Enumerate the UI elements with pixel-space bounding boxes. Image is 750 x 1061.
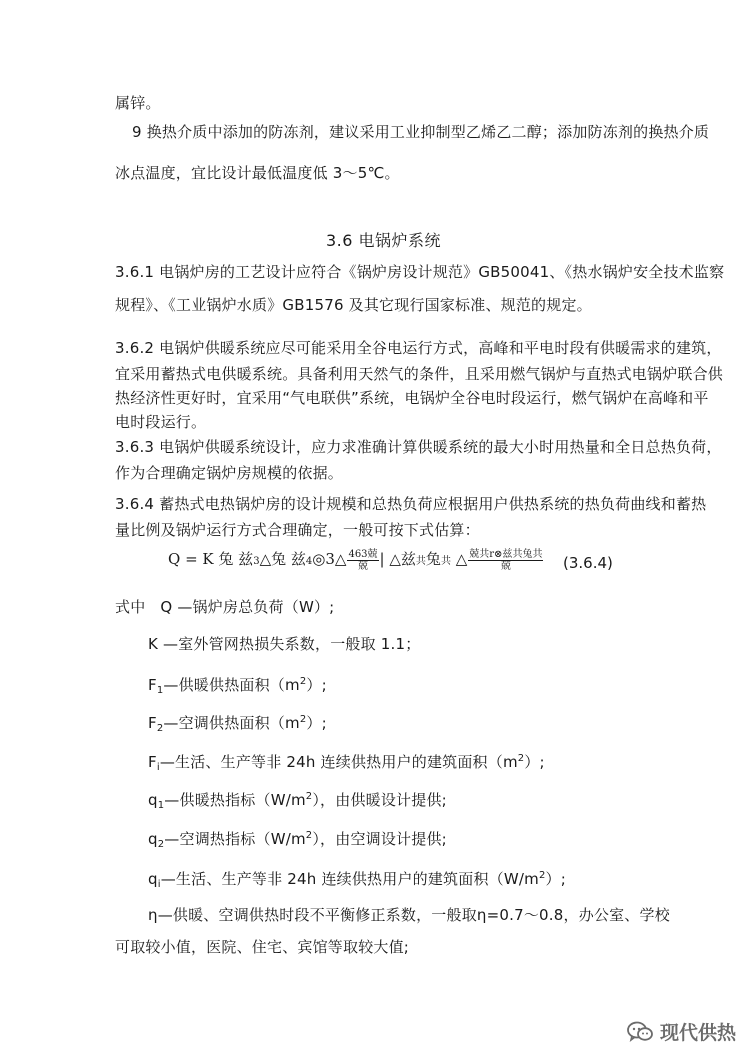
definition-text: ）; — [306, 676, 327, 694]
definition-text: —空调热指标（W/m — [164, 830, 306, 848]
text-line: 3.6.4 蓄热式电热锅炉房的设计规模和总热负荷应根据用户供热系统的热负荷曲线和蓄热 — [115, 495, 707, 513]
definition-text: —生活、生产等非 24h 连续供热用户的建筑面积（W/m — [160, 870, 539, 888]
formula-part: 兢 — [500, 560, 511, 572]
definition-superscript: 2 — [299, 714, 307, 725]
formula-part: 共 — [532, 548, 543, 560]
formula-part: 兢 — [358, 560, 368, 572]
definition-text: —空调供热面积（m — [163, 714, 300, 732]
formula-part: 共 — [415, 556, 426, 567]
text-line: 3.6.1 电锅炉房的工艺设计应符合《锅炉房设计规范》GB50041、《热水锅炉安全技术监察 — [115, 263, 725, 281]
definition-text: —供暖热指标（W/m — [164, 791, 306, 809]
definition-superscript: 2 — [305, 791, 313, 802]
equation-number: (3.6.4) — [563, 554, 613, 572]
definition-text: —供暖供热面积（m — [163, 676, 300, 694]
text-line: 量比例及锅炉运行方式合理确定，一般可按下式估算： — [115, 521, 480, 539]
definition-subscript: i — [156, 762, 160, 773]
definition-text: ）; — [306, 714, 327, 732]
formula-part: 兢共r — [469, 548, 495, 560]
section-heading: 3.6 电锅炉系统 — [326, 231, 442, 250]
text-line: 3.6.2 电锅炉供暖系统应尽可能采用全谷电运行方式，高峰和平电时段有供暖需求的建筑， — [115, 339, 722, 357]
formula-part: ⊗兹 — [494, 548, 513, 560]
definition-text: Q —锅炉房总负荷（W）; — [155, 598, 335, 616]
formula-fraction — [468, 549, 543, 572]
formula-part: 兢 — [367, 548, 378, 560]
definition-text: ）; — [524, 753, 545, 771]
formula-part: ◎3△ — [312, 550, 347, 568]
text-line: 3.6.3 电锅炉供暖系统设计，应力求准确计算供暖系统的最大小时用热量和全日总热负荷， — [115, 438, 722, 456]
text-line: 规程》、《工业锅炉水质》GB1576 及其它现行国家标准、规范的规定。 — [115, 296, 592, 314]
definition-symbol: F — [148, 753, 157, 771]
formula-part: 兹 — [238, 550, 254, 568]
definition-line: η—供暖、空调供热时段不平衡修正系数，一般取η=0.7～0.8，办公室、学校 — [148, 906, 670, 924]
definition-subscript: i — [157, 879, 161, 890]
text-line: 9 换热介质中添加的防冻剂，建议采用工业抑制型乙烯乙二醇；添加防冻剂的换热介质 — [132, 123, 710, 141]
definition-line — [148, 826, 447, 855]
definition-symbol: q — [148, 870, 158, 888]
formula-part: 兹 — [400, 550, 416, 568]
formula-part: △兔 — [259, 550, 287, 568]
definition-line — [148, 787, 447, 816]
definition-line — [115, 597, 334, 617]
text-line: 热经济性更好时，宜采用“气电联供”系统，电锅炉全谷电时段运行，燃气锅炉在高峰和平 — [115, 389, 709, 407]
text-line: 冰点温度，宜比设计最低温度低 3～5℃。 — [115, 164, 400, 182]
definition-subscript: 2 — [156, 723, 164, 734]
definition-subscript: 1 — [156, 685, 164, 696]
formula-part: △ — [455, 550, 468, 568]
definition-line — [148, 672, 327, 701]
definition-line: 可取较小值，医院、住宅、宾馆等取较大值; — [115, 938, 410, 956]
formula-part: 463 — [348, 548, 368, 560]
definition-subscript: 2 — [157, 839, 165, 850]
formula-part: 兹 — [290, 550, 306, 568]
definition-text: ）; — [545, 870, 566, 888]
definition-symbol: F — [148, 676, 157, 694]
definition-superscript: 2 — [517, 753, 525, 764]
definition-intro: 式中 — [115, 598, 146, 616]
formula-part: 3 — [253, 556, 260, 567]
formula-fraction — [347, 549, 378, 572]
formula — [168, 548, 544, 572]
formula-part: 共 — [512, 548, 523, 560]
definition-superscript: 2 — [538, 870, 546, 881]
formula-part: 兔 — [425, 550, 441, 568]
text-line: 电时段运行。 — [115, 413, 207, 431]
definition-line — [148, 866, 566, 895]
text-line: 宜采用蓄热式电供暖系统。具备利用天然气的条件，且采用燃气锅炉与直热式电锅炉联合供 — [115, 365, 724, 383]
definition-subscript: 1 — [157, 800, 165, 811]
definition-line — [148, 749, 545, 778]
text-line: 作为合理确定锅炉房规模的依据。 — [115, 464, 344, 482]
text-line: 属锌。 — [115, 94, 161, 112]
definition-line — [148, 710, 327, 739]
definition-text: ），由供暖设计提供; — [312, 791, 447, 809]
definition-line: K —室外管网热损失系数，一般取 1.1； — [148, 635, 421, 653]
formula-part: | △ — [379, 550, 401, 568]
definition-text: —生活、生产等非 24h 连续供热用户的建筑面积（m — [159, 753, 518, 771]
definition-superscript: 2 — [305, 830, 313, 841]
definition-text: ），由空调设计提供; — [312, 830, 447, 848]
formula-part: 兔 — [522, 548, 533, 560]
definition-symbol: q — [148, 791, 158, 809]
formula-part: Q = K 兔 — [168, 550, 234, 568]
watermark — [626, 1018, 736, 1045]
formula-part: 4 — [305, 556, 313, 567]
definition-superscript: 2 — [299, 676, 307, 687]
definition-symbol: F — [148, 714, 157, 732]
wechat-icon — [626, 1020, 654, 1044]
definition-symbol: q — [148, 830, 158, 848]
watermark-text: 现代供热 — [659, 1022, 736, 1044]
formula-part: 共 — [440, 556, 451, 567]
